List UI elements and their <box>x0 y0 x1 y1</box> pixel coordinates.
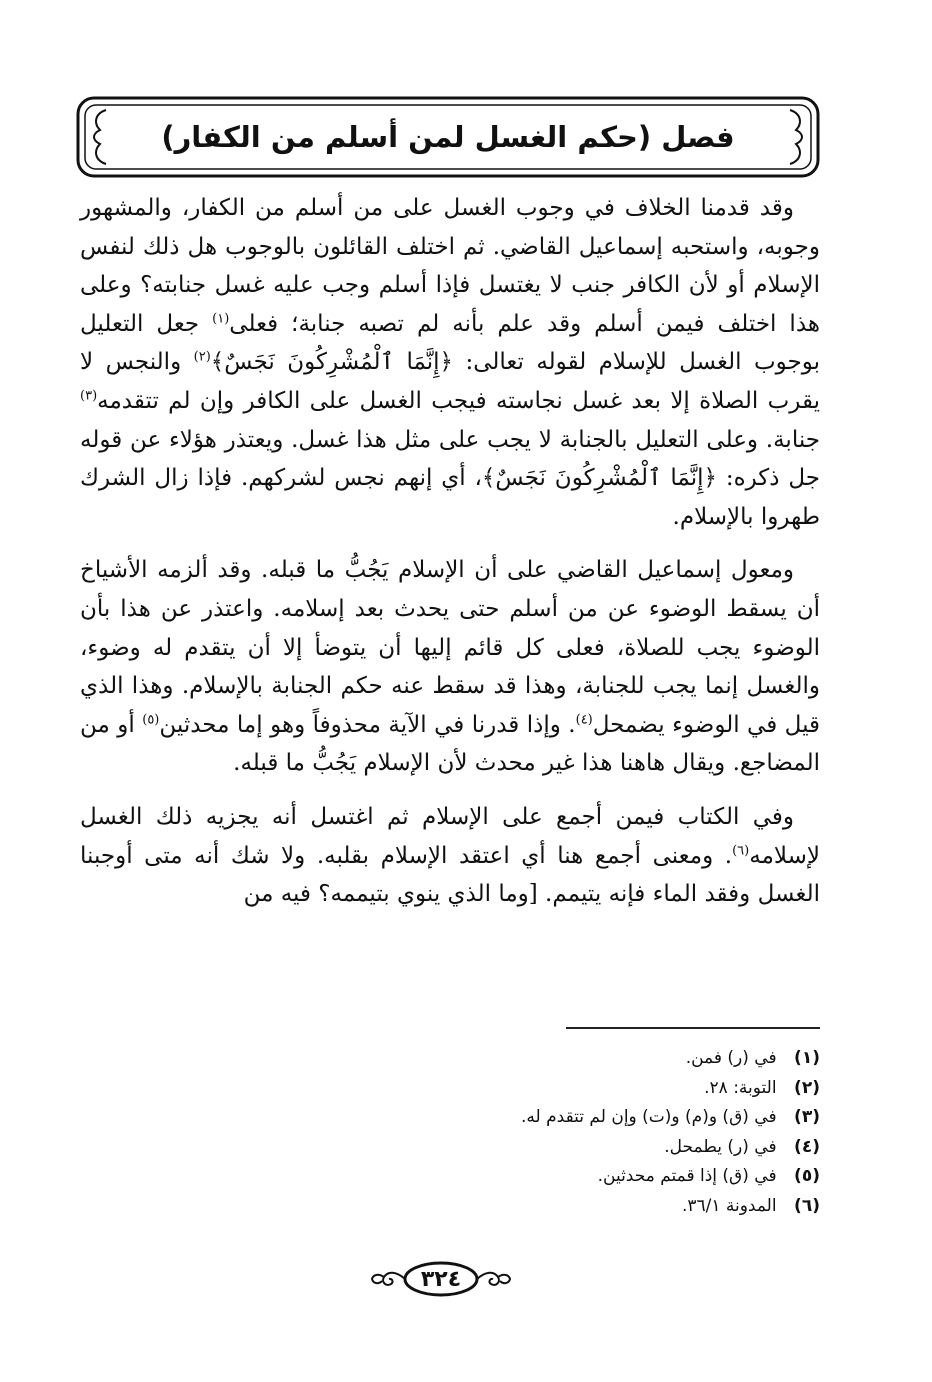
paragraph-3 <box>80 798 820 914</box>
footnote-number: (٥) <box>794 1166 820 1186</box>
page-number: ٣٢٤ <box>420 1266 462 1292</box>
footnote-text: في (ق) و(م) و(ت) وإن لم تتقدم له. <box>521 1107 777 1127</box>
footnote-number: (٢) <box>794 1077 820 1098</box>
page-number-ornament <box>368 1259 514 1299</box>
footnote-3 <box>220 1103 820 1133</box>
paragraph-2 <box>80 551 820 783</box>
footnote-6 <box>220 1192 820 1222</box>
paragraph-1 <box>80 189 820 536</box>
footnote-ref[interactable]: (٣) <box>80 388 98 404</box>
footnote-number: (٤) <box>794 1136 820 1157</box>
footnote-text: في (ر) فمن. <box>685 1048 777 1068</box>
footnote-4 <box>220 1133 820 1163</box>
paragraph-text: والنجس لا يقرب الصلاة إلا بعد غسل نجاسته فيجب الغسل على الكافر وإن لم تتقدمه <box>80 349 820 414</box>
chapter-title: فصل (حكم الغسل لمن أسلم من الكفار) <box>161 120 735 154</box>
paragraph-text: . ومعنى أجمع هنا أي اعتقد الإسلام بقلبه. ولا شك أنه متى أوجبنا الغسل وفقد الماء فإنه يتيمم. [وما الذي ينوي بتيممه؟ فيه من <box>80 842 820 908</box>
footnote-text: المدونة ٣٦/١. <box>681 1195 777 1216</box>
footnote-ref[interactable]: (٢) <box>193 349 211 365</box>
footnote-separator <box>566 1027 820 1029</box>
main-text <box>80 189 820 929</box>
footnote-number: (٣) <box>794 1107 820 1127</box>
paragraph-text: وفي الكتاب فيمن أجمع على الإسلام ثم اغتسل أنه يجزيه ذلك الغسل لإسلامه <box>80 803 820 869</box>
footnotes <box>220 1044 820 1221</box>
paragraph-text: . وإذا قدرنا في الآية محذوفاً وهو إما محدثين <box>159 711 576 738</box>
footnote-ref[interactable]: (٤) <box>575 712 593 728</box>
footnote-ref[interactable]: (١) <box>212 311 230 327</box>
footnote-text: في (ق) إذا قمتم محدثين. <box>597 1166 777 1186</box>
footnote-number: (٦) <box>794 1195 820 1216</box>
chapter-title-frame <box>76 96 820 178</box>
footnote-text: في (ر) يطمحل. <box>664 1136 777 1157</box>
footnote-5 <box>220 1162 820 1192</box>
footnote-1 <box>220 1044 820 1074</box>
paragraph-text: وقد قدمنا الخلاف في وجوب الغسل على من أسلم من الكفار، والمشهور وجوبه، واستحبه إسماعيل القاضي. ثم اختلف القائلون بالوجوب هل ذلك لنفس الإسلام أو لأن الكافر جنب لا يغتسل فإذا أسلم وجب عليه غسل جنابته؟ وعلى هذا اختلف فيمن أسلم وقد علم بأنه لم تصبه جنابة؛ فعلى <box>80 195 821 337</box>
footnote-ref[interactable]: (٦) <box>732 842 750 858</box>
paragraph-text: أو من المضاجع. ويقال هاهنا هذا غير محدث لأن الإسلام يَجُبُّ ما قبله. <box>80 711 820 777</box>
footnote-text: التوبة: ٢٨. <box>704 1077 777 1098</box>
paragraph-text: ومعول إسماعيل القاضي على أن الإسلام يَجُبُّ ما قبله. وقد ألزمه الأشياخ أن يسقط الوضوء عن من أسلم حتى يحدث بعد إسلامه. واعتذر عن هذا بأن الوضوء يجب للصلاة، فعلى كل قائم إليها أن يتوضأ إلا أن يتقدم له وضوء، والغسل إنما يجب للجنابة، وهذا قد سقط عنه حكم الجنابة بالإسلام. وهذا الذي قيل في الوضوء يضمحل <box>80 557 821 738</box>
footnote-2 <box>220 1074 820 1104</box>
paragraph-text: جعل التعليل بوجوب الغسل للإسلام لقوله تعالى: ﴿إِنَّمَا ٱلْمُشْرِكُونَ نَجَسٌ﴾ <box>80 310 820 376</box>
footnote-number: (١) <box>794 1048 820 1068</box>
footnote-ref[interactable]: (٥) <box>142 712 160 728</box>
paragraph-text: جنابة. وعلى التعليل بالجنابة لا يجب على مثل هذا غسل. ويعتذر هؤلاء عن قوله جل ذكره: ﴿إِنَّمَا ٱلْمُشْرِكُونَ نَجَسٌ﴾، أي إنهم نجس لشركهم. فإذا زال الشرك طهروا بالإسلام. <box>80 426 820 530</box>
